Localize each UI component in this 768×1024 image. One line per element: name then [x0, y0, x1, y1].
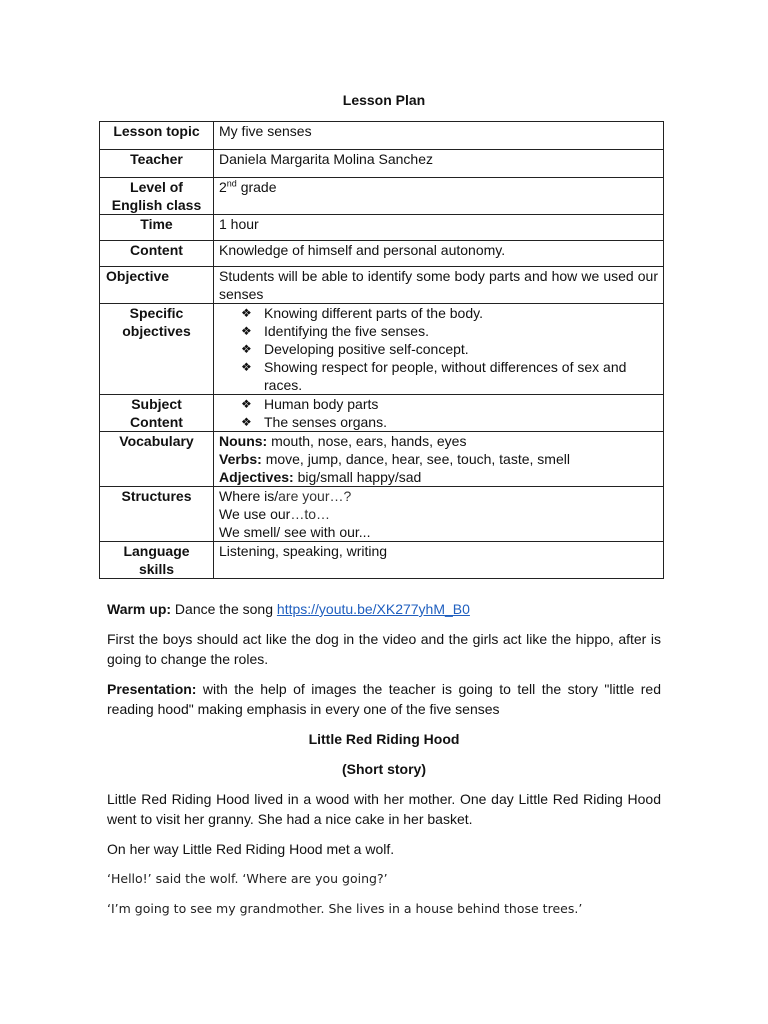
table-row	[100, 395, 664, 432]
level-rest: grade	[236, 179, 277, 195]
table-row	[100, 122, 664, 150]
row-value-skills: Listening, speaking, writing	[214, 542, 664, 579]
row-label-objective: Objective	[100, 267, 214, 304]
document-body	[107, 599, 661, 929]
row-value-structures	[214, 487, 664, 542]
structure-line: Where is/are your…?	[219, 488, 352, 504]
story-subtitle: (Short story)	[342, 761, 426, 777]
row-label-teacher: Teacher	[100, 150, 214, 178]
vocab-adjectives: Adjectives: big/small happy/sad	[219, 469, 422, 485]
row-value-subject	[214, 395, 664, 432]
row-label-content: Content	[100, 241, 214, 267]
vocab-verbs: Verbs: move, jump, dance, hear, see, touch, taste, smell	[219, 451, 570, 467]
table-row	[100, 215, 664, 241]
story-dialog: ‘I’m going to see my grandmother. She lives in a house behind those trees.’	[107, 901, 583, 916]
story-dialog: ‘Hello!’ said the wolf. ‘Where are you going?’	[107, 871, 388, 886]
structure-line: We use our…to…	[219, 506, 331, 522]
lesson-plan-table	[99, 121, 664, 579]
row-value-content: Knowledge of himself and personal autonomy.	[214, 241, 664, 267]
table-row	[100, 487, 664, 542]
story-title: Little Red Riding Hood	[308, 731, 460, 747]
table-row	[100, 178, 664, 215]
row-value-teacher: Daniela Margarita Molina Sanchez	[214, 150, 664, 178]
row-value-time: 1 hour	[214, 215, 664, 241]
row-label-vocabulary: Vocabulary	[100, 432, 214, 487]
warmup-paragraph: Warm up: Dance the song https://youtu.be/XK277yhM_B0	[107, 601, 470, 617]
row-value-topic: My five senses	[214, 122, 664, 150]
list-item: ❖ Identifying the five senses.	[241, 322, 658, 340]
vocab-nouns: Nouns: mouth, nose, ears, hands, eyes	[219, 433, 467, 449]
row-value-specific	[214, 304, 664, 395]
list-item: ❖ Knowing different parts of the body.	[241, 304, 658, 322]
list-item: ❖ Human body parts	[241, 395, 658, 413]
row-value-objective: Students will be able to identify some body parts and how we used our senses	[214, 267, 664, 304]
table-row	[100, 267, 664, 304]
row-label-structures: Structures	[100, 487, 214, 542]
presentation-paragraph: Presentation: with the help of images the teacher is going to tell the story "little red reading hood" making emphasis in every one of the five senses	[107, 681, 661, 717]
list-item: ❖ Showing respect for people, without differences of sex and races.	[241, 358, 658, 394]
table-row	[100, 150, 664, 178]
row-label-subject: Subject Content	[100, 395, 214, 432]
row-label-skills: Language skills	[100, 542, 214, 579]
table-row	[100, 432, 664, 487]
level-suffix: nd	[226, 178, 237, 189]
activity-paragraph: First the boys should act like the dog in the video and the girls act like the hippo, after is going to change the roles.	[107, 631, 661, 667]
page-title: Lesson Plan	[342, 92, 426, 108]
table-row	[100, 304, 664, 395]
table-row	[100, 542, 664, 579]
song-link[interactable]: https://youtu.be/XK277yhM_B0	[276, 601, 470, 617]
row-label-specific: Specific objectives	[100, 304, 214, 395]
level-number: 2	[219, 179, 227, 195]
structure-line: We smell/ see with our...	[219, 524, 371, 540]
story-paragraph: On her way Little Red Riding Hood met a wolf.	[107, 841, 395, 857]
story-paragraph: Little Red Riding Hood lived in a wood with her mother. One day Little Red Riding Hood went to visit her granny. She had a nice cake in her basket.	[107, 791, 661, 827]
row-label-time: Time	[100, 215, 214, 241]
row-label-level: Level of English class	[100, 178, 214, 215]
subject-content-list	[219, 395, 658, 431]
row-value-vocabulary	[214, 432, 664, 487]
row-label-topic: Lesson topic	[100, 122, 214, 150]
specific-objectives-list	[219, 304, 658, 394]
list-item: ❖ Developing positive self-concept.	[241, 340, 658, 358]
row-value-level	[214, 178, 664, 215]
list-item: ❖ The senses organs.	[241, 413, 658, 431]
table-row	[100, 241, 664, 267]
